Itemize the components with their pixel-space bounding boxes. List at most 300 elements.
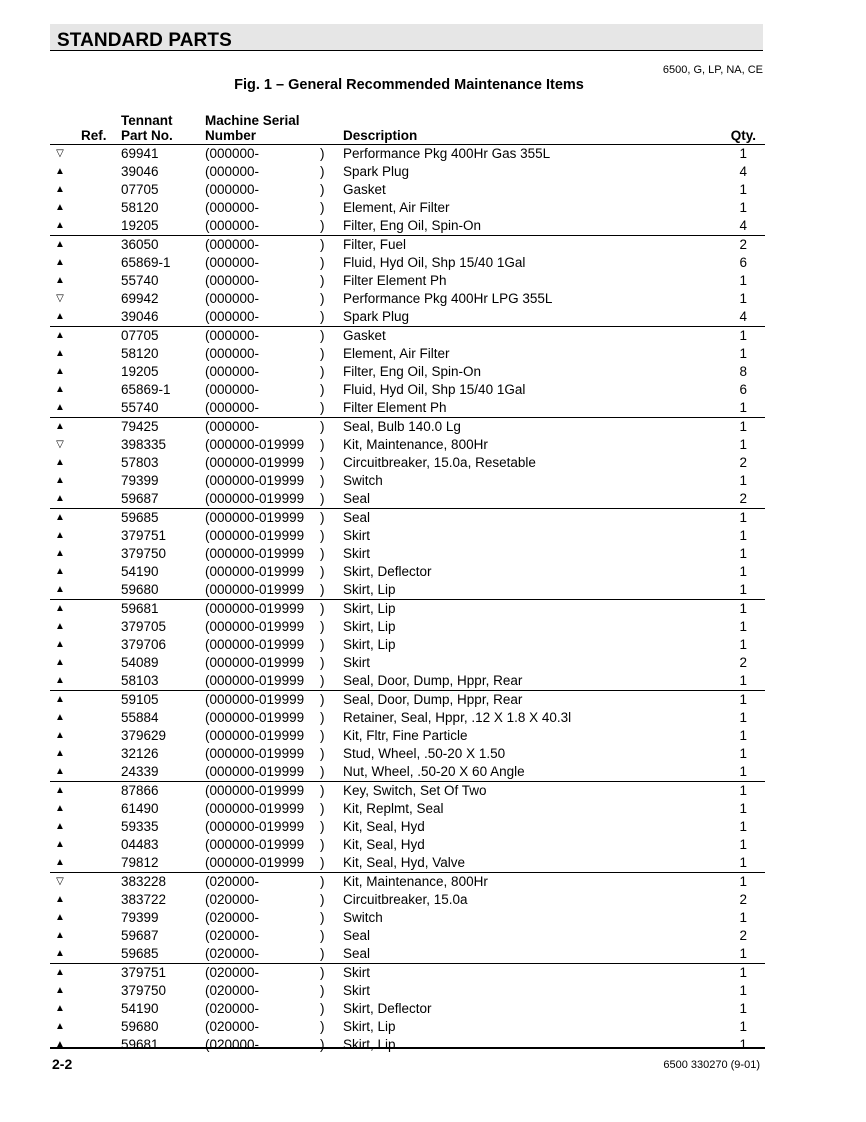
table-row <box>50 873 765 891</box>
quantity: 1 <box>739 328 747 343</box>
serial-range: (000000- <box>205 328 260 343</box>
table-row <box>50 272 765 290</box>
part-number: 61490 <box>121 801 159 816</box>
serial-range: (000000- <box>205 364 260 379</box>
table-row <box>50 763 765 782</box>
serial-close-paren: ) <box>320 710 325 725</box>
serial-range: (000000-019999 <box>205 546 305 561</box>
serial-close-paren: ) <box>320 1001 325 1016</box>
serial-range: (020000- <box>205 892 260 907</box>
serial-close-paren: ) <box>320 528 325 543</box>
quantity: 1 <box>739 200 747 215</box>
ref-marker: ▲ <box>55 675 65 686</box>
quantity: 1 <box>739 1019 747 1034</box>
quantity: 1 <box>739 346 747 361</box>
part-number: 69942 <box>121 291 159 306</box>
table-row <box>50 217 765 236</box>
ref-marker: ▲ <box>55 402 65 413</box>
quantity: 8 <box>739 364 747 379</box>
part-description: Filter Element Ph <box>343 400 447 415</box>
serial-close-paren: ) <box>320 801 325 816</box>
quantity: 1 <box>739 182 747 197</box>
part-description: Seal, Bulb 140.0 Lg <box>343 419 461 434</box>
part-number: 39046 <box>121 309 159 324</box>
quantity: 1 <box>739 801 747 816</box>
column-header-part-no-line1: Tennant <box>121 113 173 128</box>
serial-close-paren: ) <box>320 164 325 179</box>
part-description: Kit, Seal, Hyd, Valve <box>343 855 466 870</box>
table-row <box>50 800 765 818</box>
part-number: 59681 <box>121 601 159 616</box>
table-row <box>50 745 765 763</box>
serial-close-paren: ) <box>320 237 325 252</box>
serial-close-paren: ) <box>320 291 325 306</box>
serial-close-paren: ) <box>320 1037 325 1052</box>
serial-range: (000000- <box>205 237 260 252</box>
ref-marker: ▲ <box>55 275 65 286</box>
serial-range: (000000- <box>205 400 260 415</box>
serial-close-paren: ) <box>320 764 325 779</box>
quantity: 1 <box>739 510 747 525</box>
serial-close-paren: ) <box>320 382 325 397</box>
part-description: Seal <box>343 946 371 961</box>
part-description: Element, Air Filter <box>343 346 450 361</box>
serial-range: (020000- <box>205 910 260 925</box>
part-description: Seal, Door, Dump, Hppr, Rear <box>343 692 523 707</box>
serial-close-paren: ) <box>320 146 325 161</box>
part-description: Skirt <box>343 965 370 980</box>
ref-marker: ▲ <box>55 548 65 559</box>
table-row <box>50 181 765 199</box>
part-number: 65869-1 <box>121 382 171 397</box>
part-number: 398335 <box>121 437 167 452</box>
part-number: 65869-1 <box>121 255 171 270</box>
table-row <box>50 854 765 873</box>
ref-marker: ▲ <box>55 1021 65 1032</box>
serial-close-paren: ) <box>320 819 325 834</box>
ref-marker: ▲ <box>55 766 65 777</box>
quantity: 1 <box>739 692 747 707</box>
part-description: Skirt <box>343 983 370 998</box>
table-row <box>50 527 765 545</box>
table-row <box>50 308 765 327</box>
quantity: 4 <box>739 164 747 179</box>
quantity: 1 <box>739 528 747 543</box>
serial-range: (020000- <box>205 874 260 889</box>
serial-range: (000000-019999 <box>205 582 305 597</box>
part-description: Seal, Door, Dump, Hppr, Rear <box>343 673 523 688</box>
table-row <box>50 982 765 1000</box>
table-row <box>50 581 765 600</box>
ref-marker: ▲ <box>55 785 65 796</box>
part-description: Key, Switch, Set Of Two <box>343 783 487 798</box>
serial-range: (000000- <box>205 146 260 161</box>
table-row <box>50 636 765 654</box>
quantity: 1 <box>739 983 747 998</box>
serial-close-paren: ) <box>320 218 325 233</box>
table-row <box>50 454 765 472</box>
serial-close-paren: ) <box>320 655 325 670</box>
part-description: Skirt, Lip <box>343 601 396 616</box>
serial-range: (000000-019999 <box>205 564 305 579</box>
ref-marker: ▲ <box>55 912 65 923</box>
table-row <box>50 145 765 163</box>
table-row <box>50 618 765 636</box>
serial-range: (000000- <box>205 182 260 197</box>
quantity: 1 <box>739 419 747 434</box>
serial-close-paren: ) <box>320 255 325 270</box>
serial-range: (000000- <box>205 291 260 306</box>
quantity: 1 <box>739 783 747 798</box>
quantity: 2 <box>739 491 747 506</box>
ref-marker: ▲ <box>55 948 65 959</box>
serial-range: (000000- <box>205 218 260 233</box>
quantity: 1 <box>739 1001 747 1016</box>
table-row <box>50 600 765 618</box>
serial-close-paren: ) <box>320 928 325 943</box>
table-row <box>50 418 765 436</box>
table-row <box>50 345 765 363</box>
part-number: 54190 <box>121 564 159 579</box>
table-row <box>50 818 765 836</box>
ref-marker: ▲ <box>55 348 65 359</box>
quantity: 2 <box>739 455 747 470</box>
part-number: 379706 <box>121 637 167 652</box>
serial-range: (020000- <box>205 1001 260 1016</box>
part-number: 379750 <box>121 983 167 998</box>
ref-marker: ▲ <box>55 803 65 814</box>
part-number: 79399 <box>121 910 159 925</box>
part-description: Skirt <box>343 546 370 561</box>
serial-range: (020000- <box>205 965 260 980</box>
part-number: 379751 <box>121 965 167 980</box>
serial-range: (000000-019999 <box>205 655 305 670</box>
part-number: 55884 <box>121 710 159 725</box>
serial-close-paren: ) <box>320 673 325 688</box>
serial-range: (000000-019999 <box>205 728 305 743</box>
table-row <box>50 709 765 727</box>
serial-close-paren: ) <box>320 364 325 379</box>
serial-close-paren: ) <box>320 983 325 998</box>
column-header-ref: Ref. <box>81 128 107 143</box>
quantity: 1 <box>739 673 747 688</box>
ref-marker: ▲ <box>55 603 65 614</box>
serial-close-paren: ) <box>320 619 325 634</box>
table-row <box>50 163 765 181</box>
table-row <box>50 327 765 345</box>
part-number: 383228 <box>121 874 167 889</box>
part-description: Circuitbreaker, 15.0a, Resetable <box>343 455 536 470</box>
part-number: 59685 <box>121 946 159 961</box>
serial-range: (000000-019999 <box>205 855 305 870</box>
part-number: 04483 <box>121 837 159 852</box>
table-row <box>50 399 765 418</box>
table-row <box>50 509 765 527</box>
ref-marker: ▲ <box>55 1003 65 1014</box>
serial-range: (000000-019999 <box>205 510 305 525</box>
ref-marker: ▽ <box>56 148 64 159</box>
document-reference: 6500 330270 (9-01) <box>663 1059 760 1071</box>
serial-close-paren: ) <box>320 582 325 597</box>
part-number: 379751 <box>121 528 167 543</box>
ref-marker: ▲ <box>55 621 65 632</box>
serial-close-paren: ) <box>320 400 325 415</box>
quantity: 1 <box>739 291 747 306</box>
quantity: 1 <box>739 619 747 634</box>
quantity: 6 <box>739 255 747 270</box>
part-description: Stud, Wheel, .50-20 X 1.50 <box>343 746 506 761</box>
ref-marker: ▲ <box>55 311 65 322</box>
part-description: Filter, Eng Oil, Spin-On <box>343 364 482 379</box>
ref-marker: ▲ <box>55 330 65 341</box>
part-description: Filter, Eng Oil, Spin-On <box>343 218 482 233</box>
quantity: 1 <box>739 965 747 980</box>
part-description: Skirt, Lip <box>343 619 396 634</box>
part-number: 79425 <box>121 419 159 434</box>
quantity: 1 <box>739 546 747 561</box>
serial-range: (020000- <box>205 983 260 998</box>
serial-close-paren: ) <box>320 692 325 707</box>
ref-marker: ▲ <box>55 566 65 577</box>
part-number: 379629 <box>121 728 167 743</box>
quantity: 1 <box>739 400 747 415</box>
quantity: 4 <box>739 309 747 324</box>
part-number: 32126 <box>121 746 159 761</box>
page-number: 2-2 <box>52 1056 73 1072</box>
ref-marker: ▽ <box>56 293 64 304</box>
quantity: 6 <box>739 382 747 397</box>
part-number: 59687 <box>121 928 159 943</box>
part-number: 54089 <box>121 655 159 670</box>
table-row <box>50 672 765 691</box>
part-description: Skirt, Deflector <box>343 1001 432 1016</box>
ref-marker: ▲ <box>55 239 65 250</box>
serial-close-paren: ) <box>320 601 325 616</box>
ref-marker: ▲ <box>55 967 65 978</box>
serial-range: (000000-019999 <box>205 801 305 816</box>
ref-marker: ▲ <box>55 712 65 723</box>
table-row <box>50 563 765 581</box>
table-row <box>50 472 765 490</box>
part-description: Skirt, Deflector <box>343 564 432 579</box>
part-description: Filter, Fuel <box>343 237 407 252</box>
part-number: 379705 <box>121 619 167 634</box>
ref-marker: ▲ <box>55 985 65 996</box>
table-row <box>50 254 765 272</box>
serial-range: (000000- <box>205 419 260 434</box>
part-description: Gasket <box>343 182 386 197</box>
serial-range: (000000-019999 <box>205 764 305 779</box>
table-row <box>50 782 765 800</box>
serial-close-paren: ) <box>320 510 325 525</box>
column-header-part-no-line2: Part No. <box>121 128 173 143</box>
ref-marker: ▲ <box>55 894 65 905</box>
serial-range: (000000-019999 <box>205 819 305 834</box>
serial-range: (000000-019999 <box>205 692 305 707</box>
part-description: Skirt, Lip <box>343 1037 396 1052</box>
ref-marker: ▲ <box>55 220 65 231</box>
part-number: 58103 <box>121 673 159 688</box>
serial-close-paren: ) <box>320 746 325 761</box>
quantity: 1 <box>739 637 747 652</box>
serial-close-paren: ) <box>320 182 325 197</box>
serial-close-paren: ) <box>320 491 325 506</box>
part-description: Seal <box>343 510 371 525</box>
part-number: 07705 <box>121 328 159 343</box>
ref-marker: ▲ <box>55 584 65 595</box>
quantity: 1 <box>739 874 747 889</box>
serial-range: (000000-019999 <box>205 437 305 452</box>
ref-marker: ▲ <box>55 639 65 650</box>
column-header-serial <box>205 113 300 143</box>
serial-range: (000000- <box>205 255 260 270</box>
ref-marker: ▲ <box>55 457 65 468</box>
part-description: Kit, Fltr, Fine Particle <box>343 728 468 743</box>
part-number: 59335 <box>121 819 159 834</box>
section-header-bar <box>50 24 763 51</box>
serial-close-paren: ) <box>320 892 325 907</box>
ref-marker: ▽ <box>56 439 64 450</box>
serial-close-paren: ) <box>320 200 325 215</box>
serial-range: (000000-019999 <box>205 746 305 761</box>
quantity: 1 <box>739 273 747 288</box>
serial-range: (020000- <box>205 928 260 943</box>
ref-marker: ▲ <box>55 857 65 868</box>
serial-range: (000000-019999 <box>205 710 305 725</box>
table-row <box>50 964 765 982</box>
part-number: 58120 <box>121 200 159 215</box>
part-description: Kit, Maintenance, 800Hr <box>343 437 488 452</box>
quantity: 2 <box>739 237 747 252</box>
ref-marker: ▲ <box>55 748 65 759</box>
part-description: Fluid, Hyd Oil, Shp 15/40 1Gal <box>343 255 526 270</box>
serial-range: (000000-019999 <box>205 473 305 488</box>
quantity: 1 <box>739 564 747 579</box>
part-description: Fluid, Hyd Oil, Shp 15/40 1Gal <box>343 382 526 397</box>
column-header-qty: Qty. <box>730 128 756 143</box>
serial-range: (000000-019999 <box>205 601 305 616</box>
table-row <box>50 691 765 709</box>
serial-close-paren: ) <box>320 564 325 579</box>
part-number: 59687 <box>121 491 159 506</box>
ref-marker: ▲ <box>55 694 65 705</box>
serial-close-paren: ) <box>320 328 325 343</box>
part-number: 54190 <box>121 1001 159 1016</box>
quantity: 4 <box>739 218 747 233</box>
part-description: Seal <box>343 928 371 943</box>
table-row <box>50 727 765 745</box>
ref-marker: ▲ <box>55 384 65 395</box>
table-row <box>50 381 765 399</box>
part-description: Skirt <box>343 655 370 670</box>
quantity: 1 <box>739 946 747 961</box>
serial-close-paren: ) <box>320 783 325 798</box>
part-description: Skirt, Lip <box>343 582 396 597</box>
table-row <box>50 909 765 927</box>
column-header-part-no <box>121 113 173 143</box>
part-description: Gasket <box>343 328 386 343</box>
serial-range: (000000-019999 <box>205 528 305 543</box>
part-number: 59681 <box>121 1037 159 1052</box>
quantity: 1 <box>739 1037 747 1052</box>
table-row <box>50 545 765 563</box>
serial-range: (000000-019999 <box>205 673 305 688</box>
ref-marker: ▲ <box>55 821 65 832</box>
part-description: Switch <box>343 473 383 488</box>
table-row <box>50 436 765 454</box>
part-description: Element, Air Filter <box>343 200 450 215</box>
serial-range: (020000- <box>205 946 260 961</box>
part-number: 19205 <box>121 364 159 379</box>
part-number: 36050 <box>121 237 159 252</box>
ref-marker: ▲ <box>55 512 65 523</box>
part-number: 79812 <box>121 855 159 870</box>
serial-close-paren: ) <box>320 728 325 743</box>
table-row <box>50 836 765 854</box>
serial-range: (020000- <box>205 1019 260 1034</box>
quantity: 1 <box>739 746 747 761</box>
table-row <box>50 945 765 964</box>
table-row <box>50 1018 765 1036</box>
part-description: Kit, Seal, Hyd <box>343 837 425 852</box>
part-number: 24339 <box>121 764 159 779</box>
serial-range: (000000- <box>205 200 260 215</box>
part-description: Performance Pkg 400Hr LPG 355L <box>343 291 553 306</box>
ref-marker: ▲ <box>55 530 65 541</box>
ref-marker: ▲ <box>55 657 65 668</box>
serial-close-paren: ) <box>320 346 325 361</box>
table-row <box>50 654 765 672</box>
figure-title: Fig. 1 – General Recommended Maintenance Items <box>234 77 584 93</box>
column-header-serial-line1: Machine Serial <box>205 113 300 128</box>
footer-divider <box>50 1047 765 1049</box>
parts-table <box>50 145 765 1054</box>
quantity: 2 <box>739 928 747 943</box>
part-description: Filter Element Ph <box>343 273 447 288</box>
quantity: 1 <box>739 437 747 452</box>
serial-range: (000000-019999 <box>205 783 305 798</box>
table-row <box>50 363 765 381</box>
table-row <box>50 1000 765 1018</box>
serial-close-paren: ) <box>320 837 325 852</box>
quantity: 2 <box>739 892 747 907</box>
serial-range: (000000-019999 <box>205 455 305 470</box>
part-number: 379750 <box>121 546 167 561</box>
quantity: 1 <box>739 728 747 743</box>
table-row <box>50 290 765 308</box>
part-number: 55740 <box>121 273 159 288</box>
quantity: 1 <box>739 819 747 834</box>
serial-close-paren: ) <box>320 874 325 889</box>
part-number: 79399 <box>121 473 159 488</box>
part-number: 59680 <box>121 1019 159 1034</box>
column-header-serial-line2: Number <box>205 128 257 143</box>
part-description: Kit, Seal, Hyd <box>343 819 425 834</box>
model-code: 6500, G, LP, NA, CE <box>662 64 763 76</box>
part-number: 58120 <box>121 346 159 361</box>
serial-range: (000000- <box>205 346 260 361</box>
serial-close-paren: ) <box>320 419 325 434</box>
ref-marker: ▲ <box>55 366 65 377</box>
part-number: 07705 <box>121 182 159 197</box>
serial-range: (020000- <box>205 1037 260 1052</box>
serial-close-paren: ) <box>320 637 325 652</box>
serial-close-paren: ) <box>320 273 325 288</box>
ref-marker: ▲ <box>55 839 65 850</box>
serial-range: (000000- <box>205 164 260 179</box>
part-description: Retainer, Seal, Hppr, .12 X 1.8 X 40.3l <box>343 710 572 725</box>
part-number: 59105 <box>121 692 159 707</box>
